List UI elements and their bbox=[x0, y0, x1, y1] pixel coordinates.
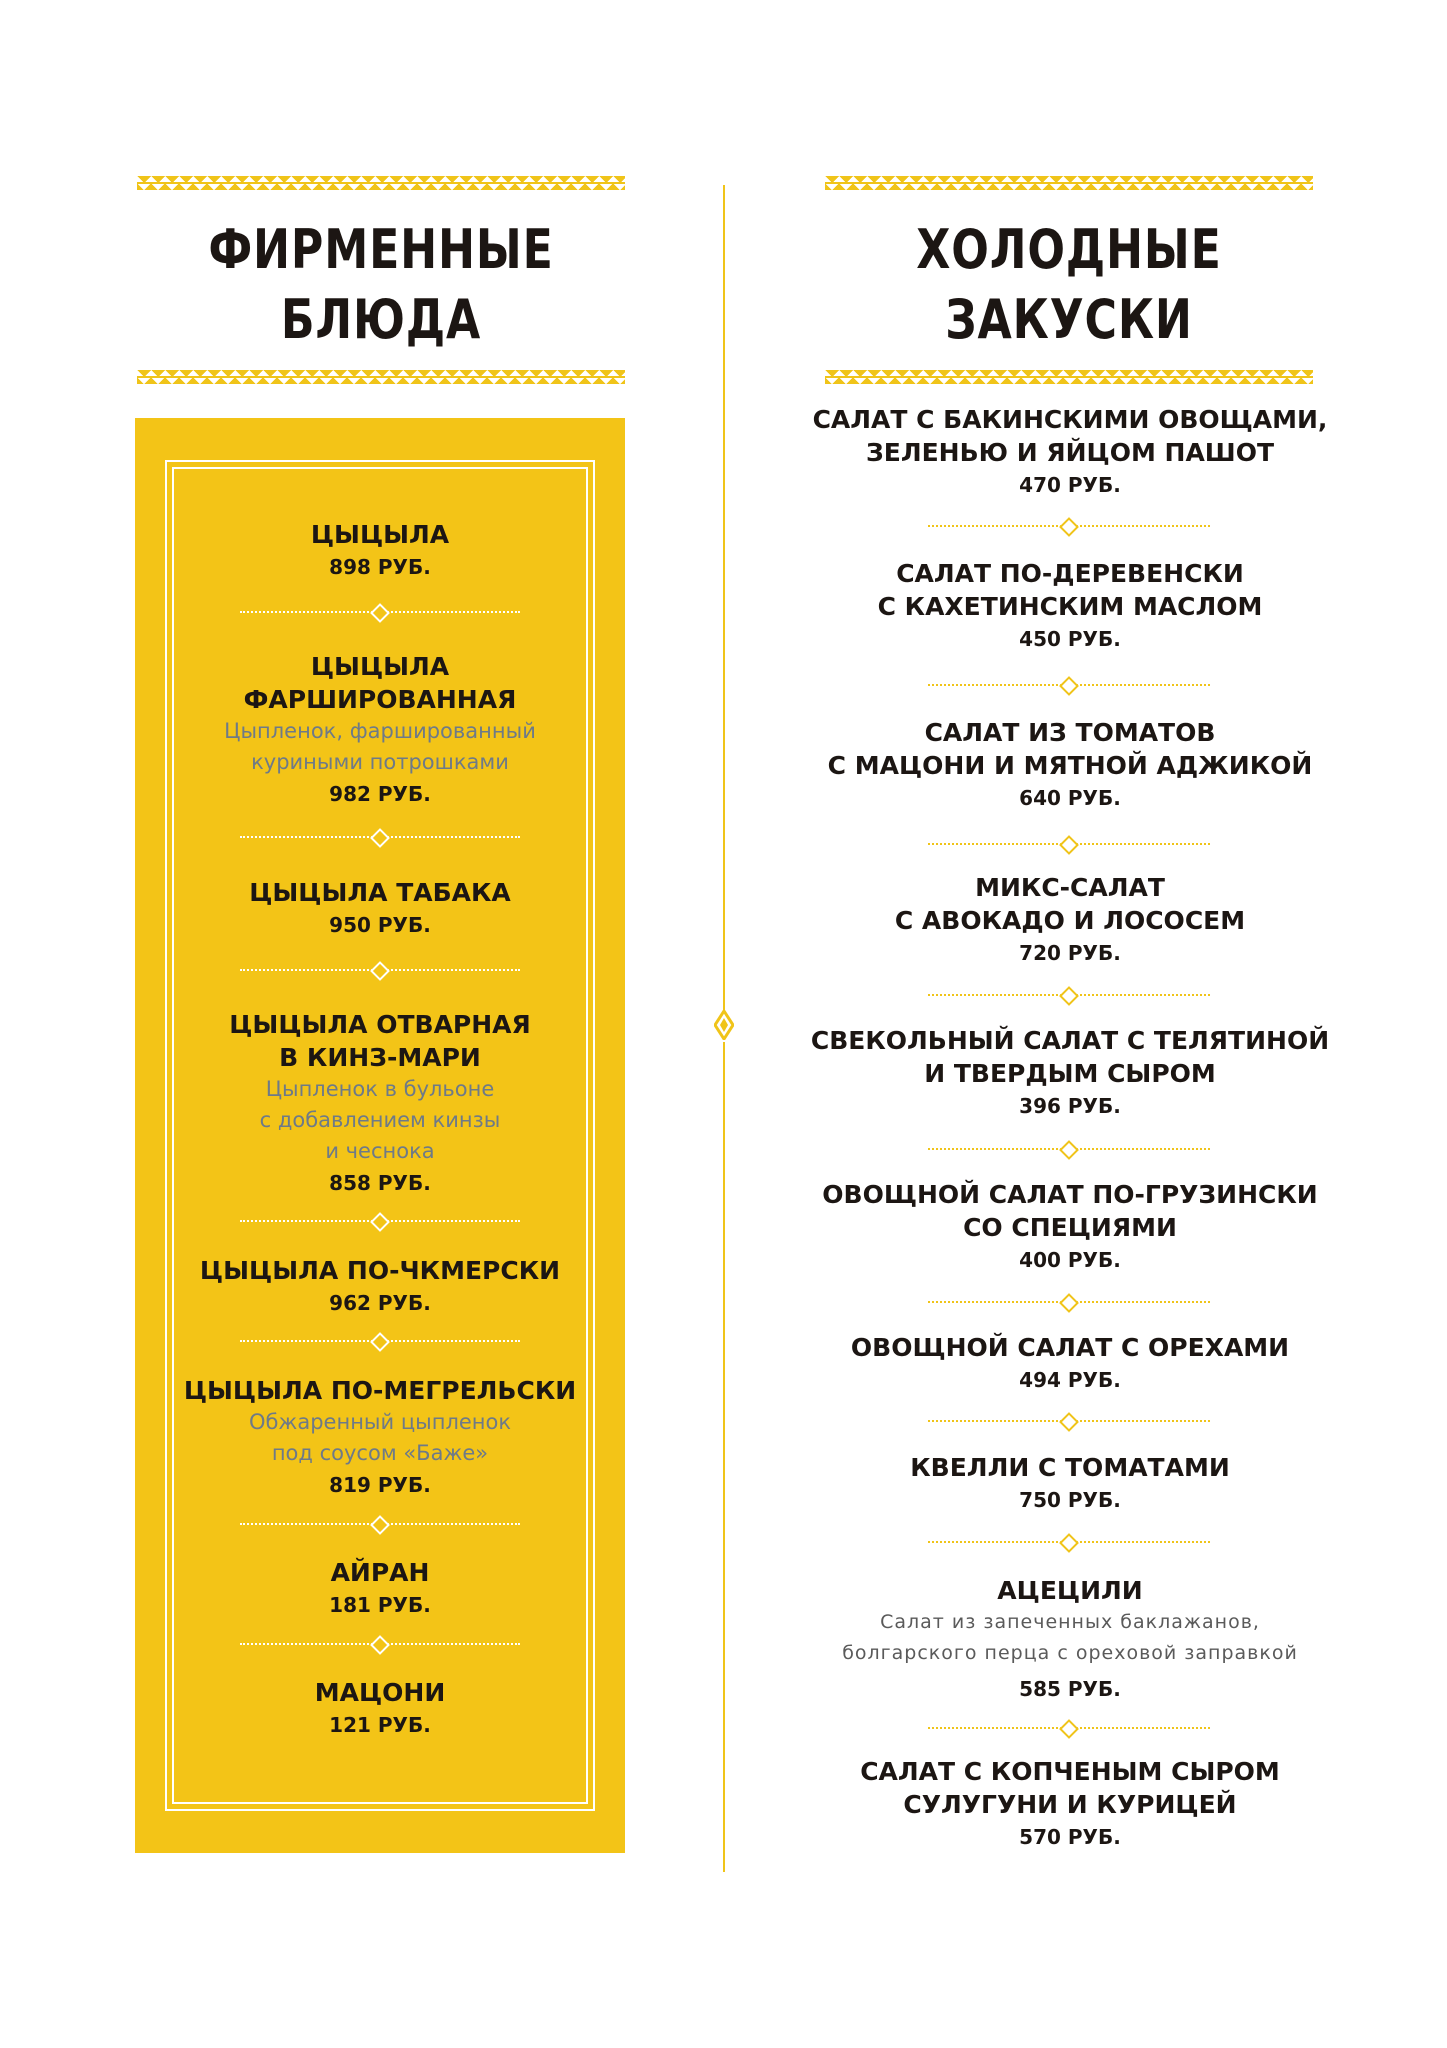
right-item-1 bbox=[800, 403, 1340, 501]
divider-diamond-icon bbox=[1059, 1719, 1079, 1739]
item-name: ЦЫЦЫЛА ТАБАКА bbox=[249, 878, 511, 907]
divider bbox=[240, 1335, 520, 1347]
divider bbox=[928, 1415, 1210, 1427]
center-diamond-icon bbox=[714, 1010, 734, 1040]
divider-diamond-icon bbox=[1059, 517, 1079, 537]
item-price: 962 РУБ. bbox=[329, 1291, 431, 1315]
divider-diamond-icon bbox=[1059, 986, 1079, 1006]
divider bbox=[240, 1215, 520, 1227]
divider bbox=[928, 989, 1210, 1001]
left-item-8 bbox=[175, 1676, 585, 1741]
top-border-right bbox=[825, 176, 1313, 190]
right-section-title: ХОЛОДНЫЕ ЗАКУСКИ bbox=[916, 218, 1222, 351]
item-name: АЦЕЦИЛИ bbox=[997, 1576, 1143, 1605]
left-item-2 bbox=[175, 650, 585, 810]
divider bbox=[928, 1296, 1210, 1308]
item-price: 121 РУБ. bbox=[329, 1713, 431, 1737]
left-item-6 bbox=[175, 1374, 585, 1501]
divider-diamond-icon bbox=[1059, 1412, 1079, 1432]
divider bbox=[928, 838, 1210, 850]
item-price: 950 РУБ. bbox=[329, 913, 431, 937]
left-item-7 bbox=[175, 1556, 585, 1621]
top-border-left bbox=[137, 176, 625, 190]
item-name: САЛАТ ИЗ ТОМАТОВ С МАЦОНИ И МЯТНОЙ АДЖИКОЙ bbox=[827, 718, 1313, 780]
divider bbox=[240, 1638, 520, 1650]
center-divider-line bbox=[723, 185, 725, 1010]
left-section-title: ФИРМЕННЫЕ БЛЮДА bbox=[208, 218, 554, 351]
item-name: МАЦОНИ bbox=[314, 1678, 446, 1707]
item-name: КВЕЛЛИ С ТОМАТАМИ bbox=[910, 1453, 1230, 1482]
item-price: 898 РУБ. bbox=[329, 555, 431, 579]
item-name: ЦЫЦЫЛА ОТВАРНАЯ В КИНЗ-МАРИ bbox=[229, 1010, 531, 1072]
item-name: ОВОЩНОЙ САЛАТ ПО-ГРУЗИНСКИ СО СПЕЦИЯМИ bbox=[822, 1180, 1318, 1242]
item-price: 750 РУБ. bbox=[1019, 1488, 1121, 1512]
item-price: 720 РУБ. bbox=[1019, 941, 1121, 965]
right-item-3 bbox=[800, 716, 1340, 814]
item-name: МИКС-САЛАТ С АВОКАДО И ЛОСОСЕМ bbox=[894, 873, 1246, 935]
left-item-4 bbox=[175, 1008, 585, 1199]
item-price: 450 РУБ. bbox=[1019, 627, 1121, 651]
item-name: ЦЫЦЫЛА bbox=[310, 520, 450, 549]
divider-diamond-icon bbox=[1059, 1293, 1079, 1313]
right-item-10 bbox=[800, 1755, 1340, 1853]
item-price: 181 РУБ. bbox=[329, 1593, 431, 1617]
item-price: 570 РУБ. bbox=[1019, 1825, 1121, 1849]
item-name: ЦЫЦЫЛА ПО-МЕГРЕЛЬСКИ bbox=[183, 1376, 577, 1405]
item-name: САЛАТ С КОПЧЕНЫМ СЫРОМ СУЛУГУНИ И КУРИЦЕЙ bbox=[860, 1757, 1280, 1819]
item-name: ЦЫЦЫЛА ПО-ЧКМЕРСКИ bbox=[199, 1256, 561, 1285]
item-price: 396 РУБ. bbox=[1019, 1094, 1121, 1118]
right-item-7 bbox=[800, 1331, 1340, 1396]
right-item-2 bbox=[800, 557, 1340, 655]
item-price: 640 РУБ. bbox=[1019, 786, 1121, 810]
divider bbox=[928, 1722, 1210, 1734]
right-item-9 bbox=[800, 1574, 1340, 1705]
right-item-6 bbox=[800, 1178, 1340, 1276]
divider bbox=[928, 1143, 1210, 1155]
item-price: 819 РУБ. bbox=[329, 1473, 431, 1497]
bottom-border-left bbox=[137, 370, 625, 384]
item-name: ОВОЩНОЙ САЛАТ С ОРЕХАМИ bbox=[850, 1333, 1290, 1362]
divider bbox=[240, 831, 520, 843]
item-price: 858 РУБ. bbox=[329, 1171, 431, 1195]
divider-diamond-icon bbox=[1059, 835, 1079, 855]
item-name: САЛАТ С БАКИНСКИМИ ОВОЩАМИ, ЗЕЛЕНЬЮ И ЯЙЦОМ ПАШОТ bbox=[812, 405, 1328, 467]
divider bbox=[240, 606, 520, 618]
item-price: 494 РУБ. bbox=[1019, 1368, 1121, 1392]
item-price: 585 РУБ. bbox=[1019, 1677, 1121, 1701]
divider bbox=[240, 964, 520, 976]
bottom-border-right bbox=[825, 370, 1313, 384]
item-description: Цыпленок, фаршированный куриными потрошками bbox=[224, 719, 536, 774]
item-name: ЦЫЦЫЛА ФАРШИРОВАННАЯ bbox=[243, 652, 517, 714]
item-description: Обжаренный цыпленок под соусом «Баже» bbox=[248, 1410, 512, 1465]
divider-diamond-icon bbox=[1059, 1533, 1079, 1553]
item-description: Салат из запеченных баклажанов, болгарского перца с ореховой заправкой bbox=[842, 1611, 1298, 1664]
item-name: СВЕКОЛЬНЫЙ САЛАТ С ТЕЛЯТИНОЙ И ТВЕРДЫМ СЫРОМ bbox=[810, 1026, 1330, 1088]
divider bbox=[240, 1518, 520, 1530]
item-name: САЛАТ ПО-ДЕРЕВЕНСКИ С КАХЕТИНСКИМ МАСЛОМ bbox=[877, 559, 1263, 621]
divider-diamond-icon bbox=[1059, 1140, 1079, 1160]
divider bbox=[928, 520, 1210, 532]
item-price: 400 РУБ. bbox=[1019, 1248, 1121, 1272]
center-divider-line bbox=[723, 1042, 725, 1872]
divider bbox=[928, 679, 1210, 691]
divider bbox=[928, 1536, 1210, 1548]
right-item-8 bbox=[800, 1451, 1340, 1516]
right-item-4 bbox=[800, 871, 1340, 969]
divider-diamond-icon bbox=[1059, 676, 1079, 696]
left-item-1 bbox=[175, 518, 585, 583]
item-price: 982 РУБ. bbox=[329, 782, 431, 806]
item-description: Цыпленок в бульоне с добавлением кинзы и чеснока bbox=[259, 1077, 501, 1163]
right-item-5 bbox=[800, 1024, 1340, 1122]
left-item-5 bbox=[175, 1254, 585, 1319]
left-item-3 bbox=[175, 876, 585, 941]
item-price: 470 РУБ. bbox=[1019, 473, 1121, 497]
item-name: АЙРАН bbox=[330, 1558, 430, 1587]
